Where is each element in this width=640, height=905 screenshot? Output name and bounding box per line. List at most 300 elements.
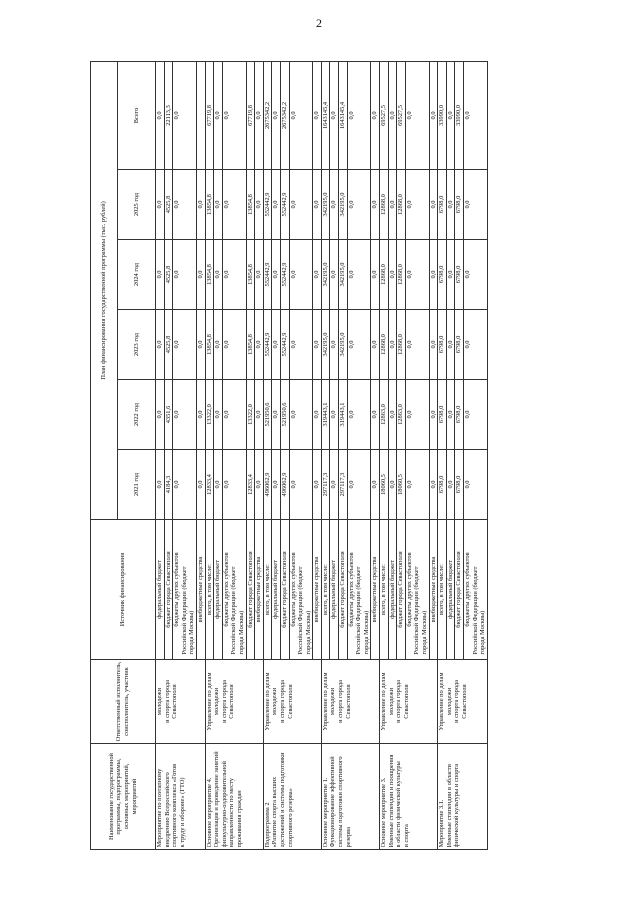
funding-source-line: федеральный бюджет — [272, 560, 280, 619]
year-value-cell: 0,0 — [214, 310, 223, 380]
funding-source-cell — [289, 520, 313, 660]
year-value-cell: 4525,8 — [164, 170, 173, 240]
table-body — [156, 61, 488, 849]
responsible-line: молодежи — [271, 687, 279, 716]
year-value-cell: 6798,0 — [438, 240, 447, 310]
year-value-cell: 0,0 — [347, 380, 371, 450]
total-value-cell: 0,0 — [272, 61, 281, 169]
year-value-cell: 0,0 — [289, 170, 313, 240]
funding-source-line: внебюджетные средства — [255, 556, 263, 623]
year-value-cell: 319443,1 — [339, 380, 348, 450]
year-value-cell: 0,0 — [371, 240, 380, 310]
funding-source-cell — [438, 520, 447, 660]
total-value-cell: 33990,0 — [455, 61, 464, 169]
responsible-line: Севастополя — [228, 684, 236, 719]
funding-source-line: Российской Федерации (бюджет — [180, 566, 188, 655]
funding-source-line: города Москвы) — [188, 610, 196, 655]
funding-source-cell — [371, 520, 380, 660]
year-value-cell: 0,0 — [222, 310, 246, 380]
funding-source-cell — [330, 520, 339, 660]
program-name-line: физической культуры и спорта — [453, 763, 461, 848]
total-value-cell: 0,0 — [347, 61, 371, 169]
funding-source-line: Российской Федерации (бюджет — [297, 566, 305, 655]
year-value-cell: 0,0 — [156, 310, 165, 380]
year-value-cell: 552442,9 — [263, 310, 272, 380]
program-name-line: внедрению Всероссийского — [163, 772, 171, 848]
year-value-cell: 342195,0 — [321, 240, 330, 310]
year-value-cell: 4184,3 — [164, 450, 173, 520]
year-value-cell: 0,0 — [463, 310, 487, 380]
program-name-cell — [156, 744, 206, 850]
funding-source-line: Российской Федерации (бюджет — [355, 566, 363, 655]
year-value-cell: 552442,9 — [280, 170, 289, 240]
funding-source-cell — [214, 520, 223, 660]
funding-source-line: Российской Федерации (бюджет — [230, 566, 238, 655]
year-value-cell: 6798,0 — [455, 450, 464, 520]
year-value-cell: 0,0 — [272, 240, 281, 310]
col-header-total: Всего — [118, 61, 156, 169]
year-value-cell: 521950,6 — [280, 380, 289, 450]
program-name-cell — [205, 744, 263, 850]
page-number: 2 — [316, 16, 322, 30]
year-value-cell: 0,0 — [173, 450, 197, 520]
year-value-cell: 0,0 — [446, 380, 455, 450]
year-value-cell: 0,0 — [313, 240, 322, 310]
funding-source-line: города Москвы) — [421, 610, 428, 655]
year-value-cell: 12863,0 — [380, 380, 389, 450]
year-value-cell: 0,0 — [272, 310, 281, 380]
year-value-cell: 0,0 — [156, 240, 165, 310]
year-value-cell: 13854,8 — [205, 240, 214, 310]
year-value-cell: 12868,0 — [397, 240, 406, 310]
year-value-cell: 552442,9 — [280, 240, 289, 310]
year-value-cell: 0,0 — [371, 380, 380, 450]
col-header-year: 2023 год — [118, 310, 156, 380]
responsible-line: Севастополя — [402, 684, 410, 719]
program-name-line: к труду и обороне» (ГТО) — [178, 777, 186, 848]
year-value-cell: 0,0 — [156, 380, 165, 450]
year-value-cell: 342195,0 — [321, 170, 330, 240]
funding-source-cell — [255, 520, 264, 660]
table-row — [263, 61, 272, 849]
responsible-cell — [263, 660, 321, 744]
year-value-cell: 0,0 — [347, 240, 371, 310]
year-value-cell: 4525,8 — [164, 310, 173, 380]
year-value-cell: 0,0 — [289, 380, 313, 450]
year-value-cell: 342195,0 — [321, 310, 330, 380]
year-value-cell: 6798,0 — [438, 170, 447, 240]
year-value-cell: 0,0 — [446, 170, 455, 240]
year-value-cell: 0,0 — [313, 380, 322, 450]
year-value-cell: 6798,0 — [438, 450, 447, 520]
year-value-cell: 13854,8 — [246, 170, 255, 240]
year-value-cell: 0,0 — [255, 310, 264, 380]
total-value-cell: 0,0 — [429, 61, 438, 169]
funding-source-line: внебюджетные средства — [313, 556, 321, 623]
program-name-line: проживания граждан — [235, 790, 243, 848]
year-value-cell: 0,0 — [330, 310, 339, 380]
year-value-cell: 0,0 — [405, 240, 429, 310]
total-value-cell: 0,0 — [330, 61, 339, 169]
responsible-line: Управление по делам — [205, 672, 213, 731]
funding-source-line: всего, в том числе: — [263, 564, 271, 615]
year-value-cell: 18060,5 — [397, 450, 406, 520]
year-value-cell: 0,0 — [173, 170, 197, 240]
year-value-cell: 552442,9 — [263, 240, 272, 310]
year-value-cell: 0,0 — [156, 170, 165, 240]
year-value-cell: 12833,4 — [205, 450, 214, 520]
year-value-cell: 319443,1 — [321, 380, 330, 450]
funding-source-line: федеральный бюджет — [330, 560, 338, 619]
total-value-cell: 0,0 — [388, 61, 397, 169]
year-value-cell: 6798,0 — [455, 310, 464, 380]
program-name-line: Мероприятие по поэтапному — [156, 768, 163, 848]
col-header-responsible: Ответственный исполнитель, соисполнитель, участник — [91, 660, 156, 744]
year-value-cell: 0,0 — [330, 450, 339, 520]
responsible-line: молодежи — [156, 687, 163, 716]
col-header-year: 2024 год — [118, 240, 156, 310]
year-value-cell: 0,0 — [330, 170, 339, 240]
total-value-cell: 22113,3 — [164, 61, 173, 169]
year-value-cell: 0,0 — [405, 450, 429, 520]
responsible-line: и спорта города — [453, 680, 461, 723]
funding-source-cell — [272, 520, 281, 660]
responsible-line: Управление по делам — [438, 672, 446, 731]
total-value-cell: 0,0 — [446, 61, 455, 169]
col-header-plan: План финансирования государственной программы (тыс. рублей) — [91, 61, 118, 519]
funding-source-line: всего, в том числе: — [380, 564, 388, 615]
funding-source-cell — [173, 520, 197, 660]
responsible-line: Севастополя — [344, 684, 352, 719]
year-value-cell: 0,0 — [347, 450, 371, 520]
financing-table — [90, 61, 488, 850]
total-value-cell: 0,0 — [222, 61, 246, 169]
year-value-cell: 0,0 — [371, 170, 380, 240]
responsible-cell — [156, 660, 206, 744]
year-value-cell: 342195,0 — [339, 240, 348, 310]
funding-source-cell — [313, 520, 322, 660]
responsible-line: Севастополя — [286, 684, 294, 719]
total-value-cell: 0,0 — [463, 61, 487, 169]
funding-source-cell — [405, 520, 429, 660]
total-value-cell: 67719,8 — [246, 61, 255, 169]
program-name-cell — [380, 744, 438, 850]
program-name-line: в области физической культуры — [395, 761, 403, 848]
responsible-line: Управление по делам — [380, 672, 388, 731]
rotated-table-container — [90, 62, 610, 850]
responsible-line: молодежи — [213, 687, 221, 716]
funding-source-line: федеральный бюджет — [214, 560, 222, 619]
year-value-cell: 12868,0 — [380, 170, 389, 240]
year-value-cell: 4525,8 — [164, 240, 173, 310]
funding-source-line: Российской Федерации (бюджет — [471, 566, 479, 655]
total-value-cell: 67719,8 — [205, 61, 214, 169]
funding-source-line: федеральный бюджет — [156, 560, 163, 619]
funding-source-line: бюджет города Севастополя — [246, 551, 254, 628]
total-value-cell: 1643145,4 — [339, 61, 348, 169]
year-value-cell: 0,0 — [463, 240, 487, 310]
funding-source-line: города Москвы) — [304, 610, 312, 655]
year-value-cell: 496062,9 — [263, 450, 272, 520]
responsible-cell — [438, 660, 488, 744]
year-value-cell: 0,0 — [255, 380, 264, 450]
program-name-line: системы подготовки спортивного — [337, 756, 345, 848]
year-value-cell: 0,0 — [429, 310, 438, 380]
col-header-name: Наименование государственной программы, подпрограммы, основных мероприятий, мероприятий — [91, 744, 156, 850]
year-value-cell: 12833,4 — [246, 450, 255, 520]
year-value-cell: 0,0 — [196, 170, 205, 240]
funding-source-cell — [429, 520, 438, 660]
table-row — [156, 61, 165, 849]
funding-source-cell — [397, 520, 406, 660]
year-value-cell: 13322,0 — [205, 380, 214, 450]
total-value-cell: 0,0 — [371, 61, 380, 169]
year-value-cell: 297117,3 — [339, 450, 348, 520]
year-value-cell: 0,0 — [214, 240, 223, 310]
year-value-cell: 0,0 — [196, 450, 205, 520]
total-value-cell: 0,0 — [173, 61, 197, 169]
program-name-line: Основное мероприятие 4. — [205, 777, 213, 848]
year-value-cell: 18060,5 — [380, 450, 389, 520]
funding-source-cell — [446, 520, 455, 660]
year-value-cell: 342195,0 — [339, 170, 348, 240]
year-value-cell: 12868,0 — [397, 170, 406, 240]
year-value-cell: 13322,0 — [246, 380, 255, 450]
year-value-cell: 0,0 — [289, 310, 313, 380]
funding-source-line: внебюджетные средства — [196, 556, 204, 623]
responsible-line: молодежи — [387, 687, 395, 716]
year-value-cell: 12863,0 — [397, 380, 406, 450]
year-value-cell: 0,0 — [214, 450, 223, 520]
program-name-line: спортивного резерва» — [286, 788, 294, 848]
year-value-cell: 0,0 — [463, 450, 487, 520]
program-name-line: Подпрограмма 2 — [263, 802, 271, 848]
year-value-cell: 0,0 — [347, 170, 371, 240]
funding-source-line: города Москвы) — [479, 610, 487, 655]
year-value-cell: 0,0 — [222, 380, 246, 450]
funding-source-line: бюджет города Севастополя — [339, 551, 347, 628]
year-value-cell: 0,0 — [196, 240, 205, 310]
year-value-cell: 6798,0 — [455, 380, 464, 450]
program-name-line: направленности по месту — [228, 778, 236, 848]
year-value-cell: 0,0 — [313, 310, 322, 380]
year-value-cell: 0,0 — [463, 380, 487, 450]
funding-source-cell — [463, 520, 487, 660]
col-header-year: 2021 год — [118, 450, 156, 520]
total-value-cell: 1643145,4 — [321, 61, 330, 169]
year-value-cell: 6798,0 — [438, 380, 447, 450]
year-value-cell: 0,0 — [255, 240, 264, 310]
responsible-line: и спорта города — [395, 680, 403, 723]
responsible-cell — [321, 660, 379, 744]
funding-source-line: бюджет города Севастополя — [397, 551, 405, 628]
total-value-cell: 0,0 — [405, 61, 429, 169]
program-name-line: Именные стипендии и поощрения — [387, 754, 395, 848]
funding-source-cell — [388, 520, 397, 660]
funding-source-cell — [321, 520, 330, 660]
year-value-cell: 0,0 — [446, 240, 455, 310]
year-value-cell: 0,0 — [289, 240, 313, 310]
funding-source-cell — [156, 520, 165, 660]
funding-source-line: бюджеты других субъектов — [405, 552, 413, 627]
year-value-cell: 0,0 — [446, 450, 455, 520]
year-value-cell: 0,0 — [388, 170, 397, 240]
responsible-line: молодежи — [329, 687, 337, 716]
program-name-line: спортивного комплекса «Готов — [171, 763, 179, 848]
funding-source-cell — [280, 520, 289, 660]
year-value-cell: 0,0 — [463, 170, 487, 240]
total-value-cell: 33990,0 — [438, 61, 447, 169]
program-name-line: Мероприятие 3.1. — [438, 799, 446, 848]
program-name-line: Организация и проведение занятий — [213, 751, 221, 848]
table-row — [438, 61, 447, 849]
year-value-cell: 0,0 — [388, 310, 397, 380]
year-value-cell: 0,0 — [222, 240, 246, 310]
total-value-cell: 2675342,2 — [263, 61, 272, 169]
year-value-cell: 0,0 — [196, 310, 205, 380]
funding-source-cell — [455, 520, 464, 660]
total-value-cell: 0,0 — [255, 61, 264, 169]
year-value-cell: 521950,6 — [263, 380, 272, 450]
year-value-cell: 12868,0 — [397, 310, 406, 380]
year-value-cell: 342195,0 — [339, 310, 348, 380]
year-value-cell: 552442,9 — [280, 310, 289, 380]
program-name-line: физкультурно-оздоровительной — [220, 761, 228, 848]
program-name-line: Основное мероприятие 3. — [380, 777, 388, 848]
year-value-cell: 12868,0 — [380, 310, 389, 380]
responsible-line: и спорта города — [337, 680, 345, 723]
total-value-cell: 69527,5 — [380, 61, 389, 169]
year-value-cell: 0,0 — [388, 240, 397, 310]
funding-source-cell — [263, 520, 272, 660]
funding-source-line: бюджет города Севастополя — [455, 551, 463, 628]
funding-source-line: бюджеты других субъектов — [289, 552, 297, 627]
year-value-cell: 12868,0 — [380, 240, 389, 310]
year-value-cell: 4351,6 — [164, 380, 173, 450]
program-name-line: Функционирование эффективной — [329, 756, 337, 848]
funding-source-cell — [164, 520, 173, 660]
year-value-cell: 0,0 — [272, 450, 281, 520]
year-value-cell: 6798,0 — [438, 310, 447, 380]
col-header-year: 2025 год — [118, 170, 156, 240]
funding-source-line: города Москвы) — [237, 610, 245, 655]
funding-source-cell — [205, 520, 214, 660]
year-value-cell: 0,0 — [371, 450, 380, 520]
year-value-cell: 0,0 — [388, 380, 397, 450]
year-value-cell: 0,0 — [371, 310, 380, 380]
year-value-cell: 0,0 — [272, 380, 281, 450]
funding-source-line: Российской Федерации (бюджет — [413, 566, 421, 655]
total-value-cell: 0,0 — [289, 61, 313, 169]
year-value-cell: 0,0 — [429, 380, 438, 450]
year-value-cell: 0,0 — [196, 380, 205, 450]
year-value-cell: 0,0 — [347, 310, 371, 380]
funding-source-line: города Москвы) — [362, 610, 370, 655]
year-value-cell: 0,0 — [173, 310, 197, 380]
year-value-cell: 0,0 — [222, 170, 246, 240]
total-value-cell: 69527,5 — [397, 61, 406, 169]
program-name-cell — [321, 744, 379, 850]
program-name-line: резерва — [344, 827, 352, 848]
year-value-cell: 0,0 — [330, 380, 339, 450]
year-value-cell: 0,0 — [173, 380, 197, 450]
responsible-line: молодежи — [445, 687, 453, 716]
year-value-cell: 0,0 — [429, 450, 438, 520]
year-value-cell: 297117,3 — [321, 450, 330, 520]
funding-source-line: бюджет города Севастополя — [164, 551, 172, 628]
funding-source-line: бюджеты других субъектов — [347, 552, 355, 627]
header-row-1 — [91, 61, 118, 849]
funding-source-line: бюджеты других субъектов — [222, 552, 230, 627]
responsible-line: и спорта города — [278, 680, 286, 723]
year-value-cell: 6798,0 — [455, 240, 464, 310]
funding-source-line: бюджеты других субъектов — [463, 552, 471, 627]
year-value-cell: 0,0 — [429, 170, 438, 240]
funding-source-line: бюджеты других субъектов — [173, 552, 181, 627]
funding-source-line: всего, в том числе: — [438, 564, 446, 615]
year-value-cell: 0,0 — [289, 450, 313, 520]
year-value-cell: 0,0 — [446, 310, 455, 380]
funding-source-cell — [339, 520, 348, 660]
year-value-cell: 0,0 — [255, 450, 264, 520]
responsible-cell — [205, 660, 263, 744]
funding-source-cell — [246, 520, 255, 660]
year-value-cell: 6798,0 — [455, 170, 464, 240]
total-value-cell: 0,0 — [214, 61, 223, 169]
year-value-cell: 0,0 — [255, 170, 264, 240]
funding-source-line: внебюджетные средства — [371, 556, 379, 623]
funding-source-cell — [196, 520, 205, 660]
funding-source-line: федеральный бюджет — [446, 560, 454, 619]
total-value-cell: 0,0 — [313, 61, 322, 169]
responsible-cell — [380, 660, 438, 744]
year-value-cell: 0,0 — [405, 380, 429, 450]
funding-source-cell — [347, 520, 371, 660]
year-value-cell: 13854,8 — [205, 310, 214, 380]
year-value-cell: 0,0 — [156, 450, 165, 520]
responsible-line: Севастополя — [460, 684, 468, 719]
table-row — [321, 61, 330, 849]
year-value-cell: 0,0 — [313, 450, 322, 520]
col-header-source: Источник финансирования — [91, 520, 156, 660]
responsible-line: и спорта города — [220, 680, 228, 723]
year-value-cell: 0,0 — [222, 450, 246, 520]
responsible-line: Севастополя — [171, 684, 179, 719]
funding-source-line: внебюджетные средства — [429, 556, 437, 623]
program-name-line: достижений и системы подготовки — [278, 752, 286, 848]
year-value-cell: 13854,8 — [246, 310, 255, 380]
year-value-cell: 0,0 — [173, 240, 197, 310]
year-value-cell: 496062,9 — [280, 450, 289, 520]
program-name-cell — [438, 744, 488, 850]
year-value-cell: 13854,8 — [205, 170, 214, 240]
responsible-line: Управление по делам — [263, 672, 271, 731]
year-value-cell: 552442,9 — [263, 170, 272, 240]
year-value-cell: 0,0 — [405, 170, 429, 240]
program-name-line: Основное мероприятие 1. — [321, 777, 329, 848]
total-value-cell: 0,0 — [156, 61, 165, 169]
program-name-line: «Развитие спорта высших — [271, 776, 279, 848]
col-header-year: 2022 год — [118, 380, 156, 450]
funding-source-line: бюджет города Севастополя — [280, 551, 288, 628]
table-row — [380, 61, 389, 849]
year-value-cell: 0,0 — [388, 450, 397, 520]
responsible-line: Управление по делам — [321, 672, 329, 731]
funding-source-line: всего, в том числе: — [205, 564, 213, 615]
program-name-cell — [263, 744, 321, 850]
program-name-line: и спорта — [402, 824, 410, 848]
funding-source-cell — [222, 520, 246, 660]
